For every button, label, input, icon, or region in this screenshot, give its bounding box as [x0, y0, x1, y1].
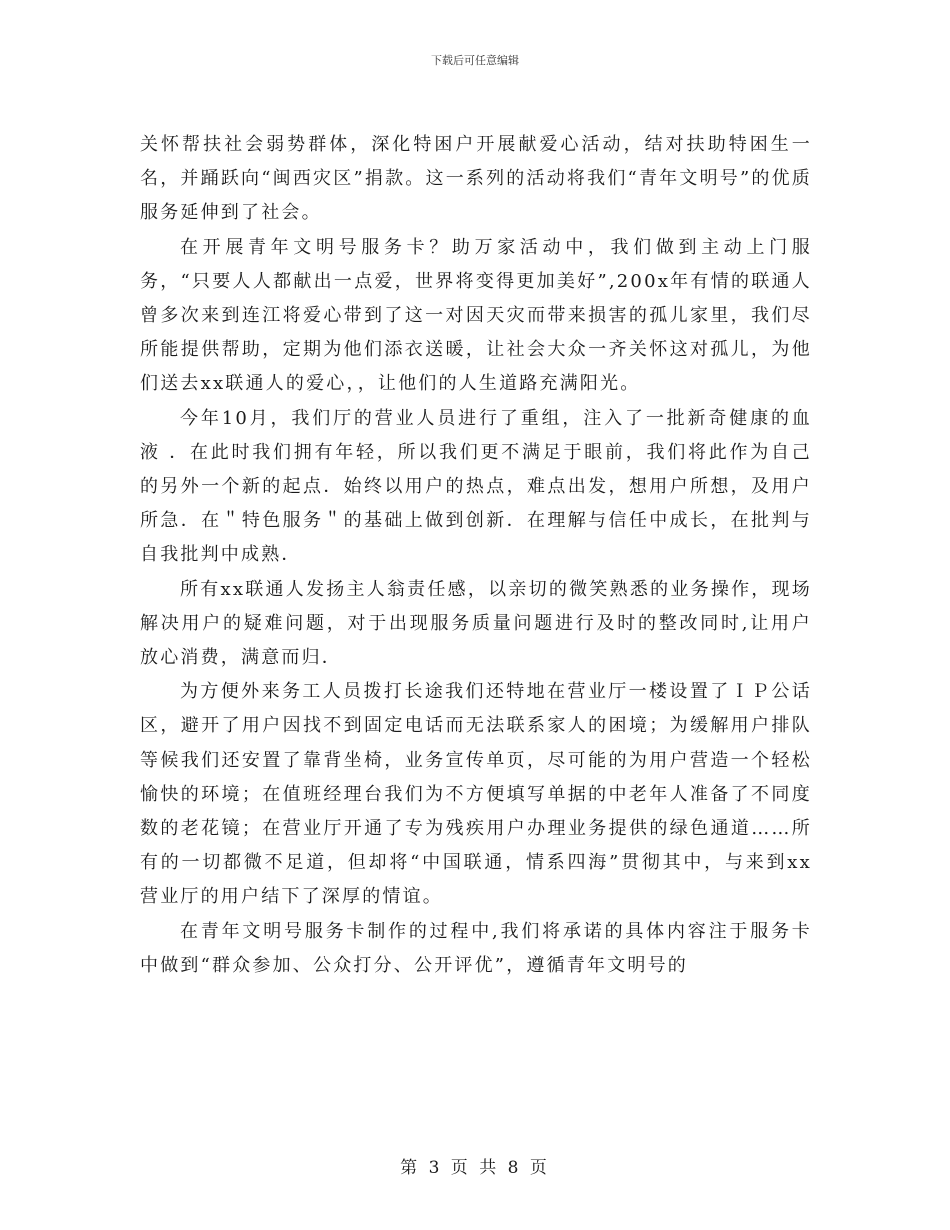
paragraph-2: 在开展青年文明号服务卡？助万家活动中，我们做到主动上门服务，“只要人人都献出一点爱，世界将变得更加美好”,200x年有情的联通人曾多次来到连江将爱心带到了这一对因天灾而带来损害的孤儿家里，我们尽所能提供帮助，定期为他们添衣送暖，让社会大众一齐关怀这对孤儿，为他们送去xx联通人的爱心，，让他们的人生道路充满阳光。: [140, 236, 812, 395]
page-number: 第 3 页 共 8 页: [400, 1158, 550, 1178]
paragraph-6: 在青年文明号服务卡制作的过程中,我们将承诺的具体内容注于服务卡中做到“群众参加、公众打分、公开评优”，遵循青年文明号的: [140, 920, 812, 976]
paragraph-3: 今年10月，我们厅的营业人员进行了重组，注入了一批新奇健康的血液 ．在此时我们拥有年轻，所以我们更不满足于眼前，我们将此作为自己的另外一个新的起点．始终以用户的热点，难点出发，想用户所想，及用户所急．在＂特色服务＂的基础上做到创新．在理解与信任中成长，在批判与自我批判中成熟．: [140, 407, 812, 566]
paragraph-5: 为方便外来务工人员拨打长途我们还特地在营业厅一楼设置了ＩＰ公话 区，避开了用户因找不到固定电话而无法联系家人的困境；为缓解用户排队等候我们还安置了靠背坐椅，业务宣传单页，尽可能的为用户营造一个轻松愉快的环境；在值班经理台我们为不方便填写单据的中老年人准备了不同度数的老花镜；在营业厅开通了专为残疾用户办理业务提供的绿色通道……所有的一切都微不足道，但却将“中国联通，情系四海”贯彻其中，与来到xx营业厅的用户结下了深厚的情谊。: [140, 681, 812, 908]
paragraph-4: 所有xx联通人发扬主人翁责任感，以亲切的微笑熟悉的业务操作，现场解决用户的疑难问题，对于出现服务质量问题进行及时的整改同时,让用户放心消费，满意而归．: [140, 578, 812, 669]
paragraph-1: 关怀帮扶社会弱势群体，深化特困户开展献爱心活动，结对扶助特困生一名，并踊跃向“闽西灾区”捐款。这一系列的活动将我们“青年文明号”的优质服务延伸到了社会。: [140, 134, 812, 224]
page-header: 下载后可任意编辑: [431, 54, 519, 67]
document-body: [140, 128, 812, 983]
